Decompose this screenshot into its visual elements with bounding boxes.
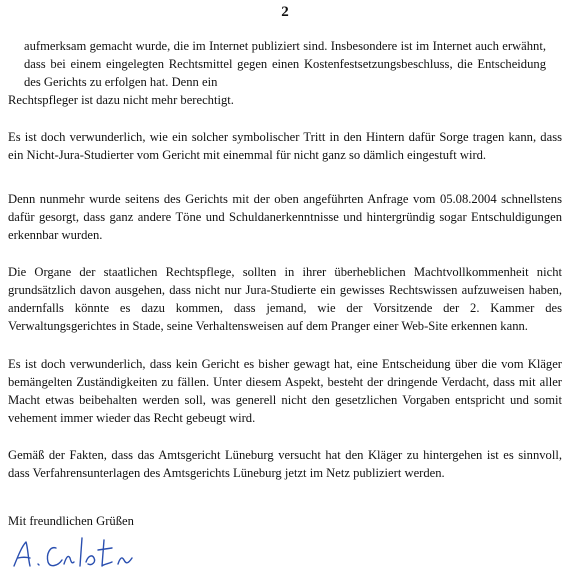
closing-salutation: Mit freundlichen Grüßen: [8, 514, 134, 528]
handwritten-signature: [8, 528, 148, 579]
paragraph-6: Gemäß der Fakten, dass das Amtsgericht Lüneburg versucht hat den Kläger zu hintergehen ist es sinnvoll, dass Verfahrensunterlagen des Amtsgerichts Lüneburg jetzt im Netz publiziert werden.: [8, 448, 562, 480]
paragraph-3: Denn nunmehr wurde seitens des Gerichts mit der oben angeführten Anfrage vom 05.08.2004 schnellstens dafür gesorgt, dass ganz andere Töne und Schuldanerkenntnisse und hintergründig sogar Entschuldigungen erkennbar wurden.: [8, 192, 562, 242]
paragraph-1-indented: aufmerksam gemacht wurde, die im Internet publiziert sind. Insbesondere ist im Internet auch erwähnt, dass bei einem eingelegten Rechtsmittel gegen einen Kostenfestsetzungsbeschluss, die Entscheidung des Gerichts zu erfolgen hat. Denn ein: [24, 39, 546, 89]
paragraph-5: Es ist doch verwunderlich, dass kein Gericht es bisher gewagt hat, eine Entscheidung über die vom Kläger bemängelten Zuständigkeiten zu fällen. Unter diesem Aspekt, besteht der dringende Verdacht, dass mit aller Macht etwas beibehalten werden soll, was generell nicht den gesetzlichen Vorgaben entspricht und somit vehement immer wieder das Recht gebeugt wird.: [8, 357, 562, 425]
page-number: 2: [281, 4, 289, 20]
paragraph-1-tail: Rechtspfleger ist dazu nicht mehr berechtigt.: [8, 93, 234, 107]
paragraph-2: Es ist doch verwunderlich, wie ein solcher symbolischer Tritt in den Hintern dafür Sorge tragen kann, dass ein Nicht-Jura-Studierter vom Gericht mit einemmal für nicht ganz so dämlich eingestuft wird.: [8, 130, 562, 162]
paragraph-4: Die Organe der staatlichen Rechtspflege, sollten in ihrer überheblichen Machtvollkommenheit nicht grundsätzlich davon ausgehen, dass nicht nur Jura-Studierte ein gewisses Rechtswissen aufzuweisen haben, andernfalls könnte es dazu kommen, dass jemand, wie der Vorsitzende der 2. Kammer des Verwaltungsgerichtes in Stade, seine Verhaltensweisen auf dem Pranger einer Web-Site erkennen kann.: [8, 265, 562, 333]
